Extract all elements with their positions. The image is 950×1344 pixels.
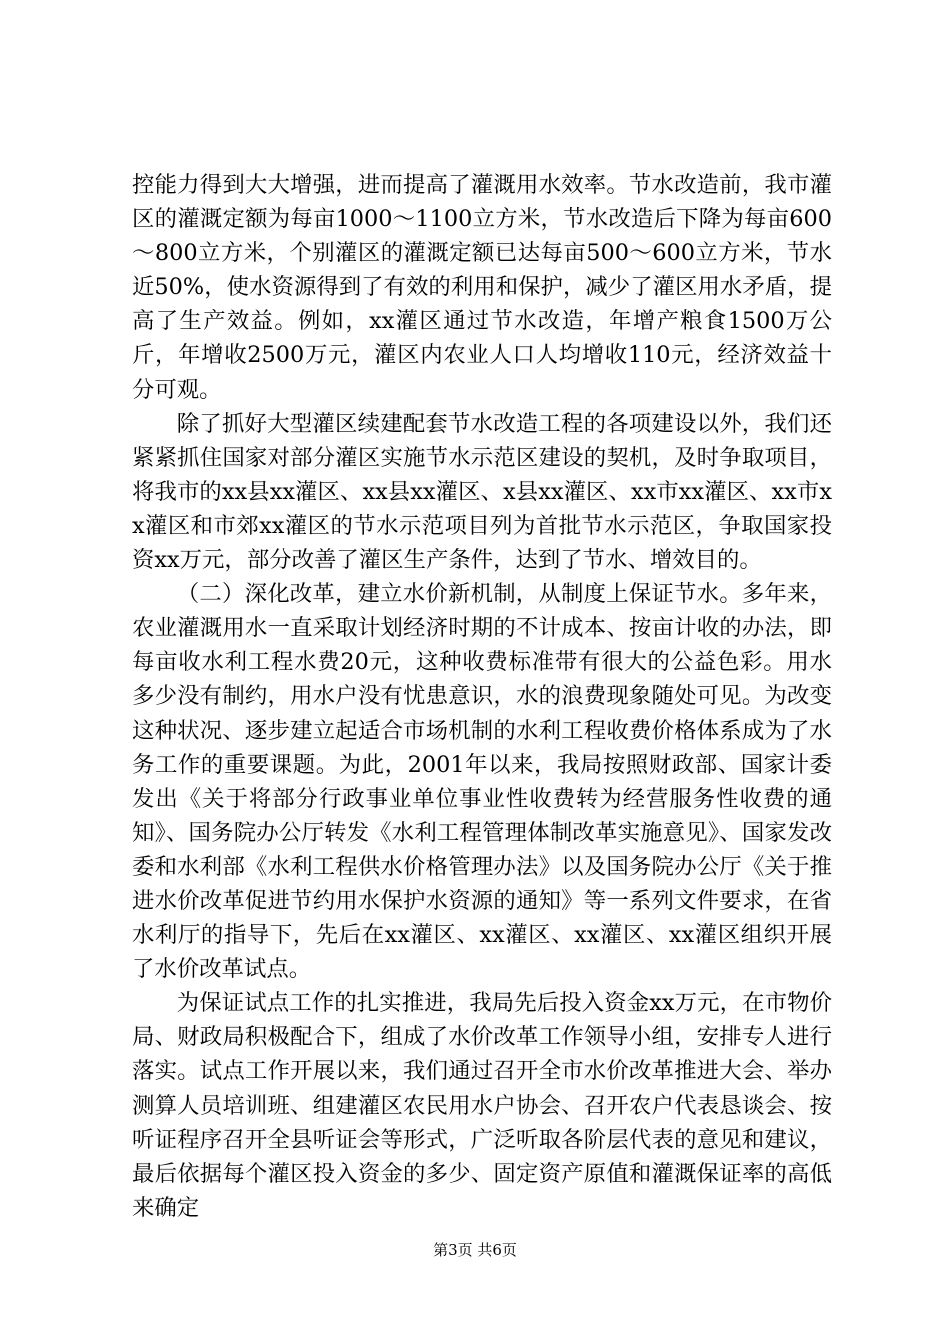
paragraph-2: 除了抓好大型灌区续建配套节水改造工程的各项建设以外，我们还紧紧抓住国家对部分灌区实施节水示范区建设的契机，及时争取项目，将我市的xx县xx灌区、xx县xx灌区、x县xx灌区、xx市xx灌区、xx市xx灌区和市郊xx灌区的节水示范项目列为首批节水示范区，争取国家投资xx万元，部分改善了灌区生产条件，达到了节水、增效目的。 [132,410,832,574]
page-footer: 第3页 共6页 [433,1241,517,1259]
paragraph-1: 控能力得到大大增强，进而提高了灌溉用水效率。节水改造前，我市灌区的灌溉定额为每亩1000～1100立方米，节水改造后下降为每亩600～800立方米，个别灌区的灌溉定额已达每亩500～600立方米，节水近50%，使水资源得到了有效的利用和保护，减少了灌区用水矛盾，提高了生产效益。例如，xx灌区通过节水改造，年增产粮食1500万公斤，年增收2500万元，灌区内农业人口人均增收110元，经济效益十分可观。 [132,172,832,403]
document-body [132,168,832,1225]
paragraph-4: 为保证试点工作的扎实推进，我局先后投入资金xx万元，在市物价局、财政局积极配合下，组成了水价改革工作领导小组，安排专人进行落实。试点工作开展以来，我们通过召开全市水价改革推进大会、举办测算人员培训班、组建灌区农民用水户协会、召开农户代表恳谈会、按听证程序召开全县听证会等形式，广泛听取各阶层代表的意见和建议，最后依据每个灌区投入资金的多少、固定资产原值和灌溉保证率的高低来确定 [132,990,832,1221]
paragraph-3: （二）深化改革，建立水价新机制，从制度上保证节水。多年来，农业灌溉用水一直采取计划经济时期的不计成本、按亩计收的办法，即每亩收水利工程水费20元，这种收费标准带有很大的公益色彩。用水多少没有制约，用水户没有忧患意识，水的浪费现象随处可见。为改变这种状况、逐步建立起适合市场机制的水利工程收费价格体系成为了水务工作的重要课题。为此，2001年以来，我局按照财政部、国家计委发出《关于将部分行政事业单位事业性收费转为经营服务性收费的通知》、国务院办公厅转发《水利工程管理体制改革实施意见》、国家发改委和水利部《水利工程供水价格管理办法》以及国务院办公厅《关于推进水价改革促进节约用水保护水资源的通知》等一系列文件要求，在省水利厅的指导下，先后在xx灌区、xx灌区、xx灌区、xx灌区组织开展了水价改革试点。 [132,581,832,983]
